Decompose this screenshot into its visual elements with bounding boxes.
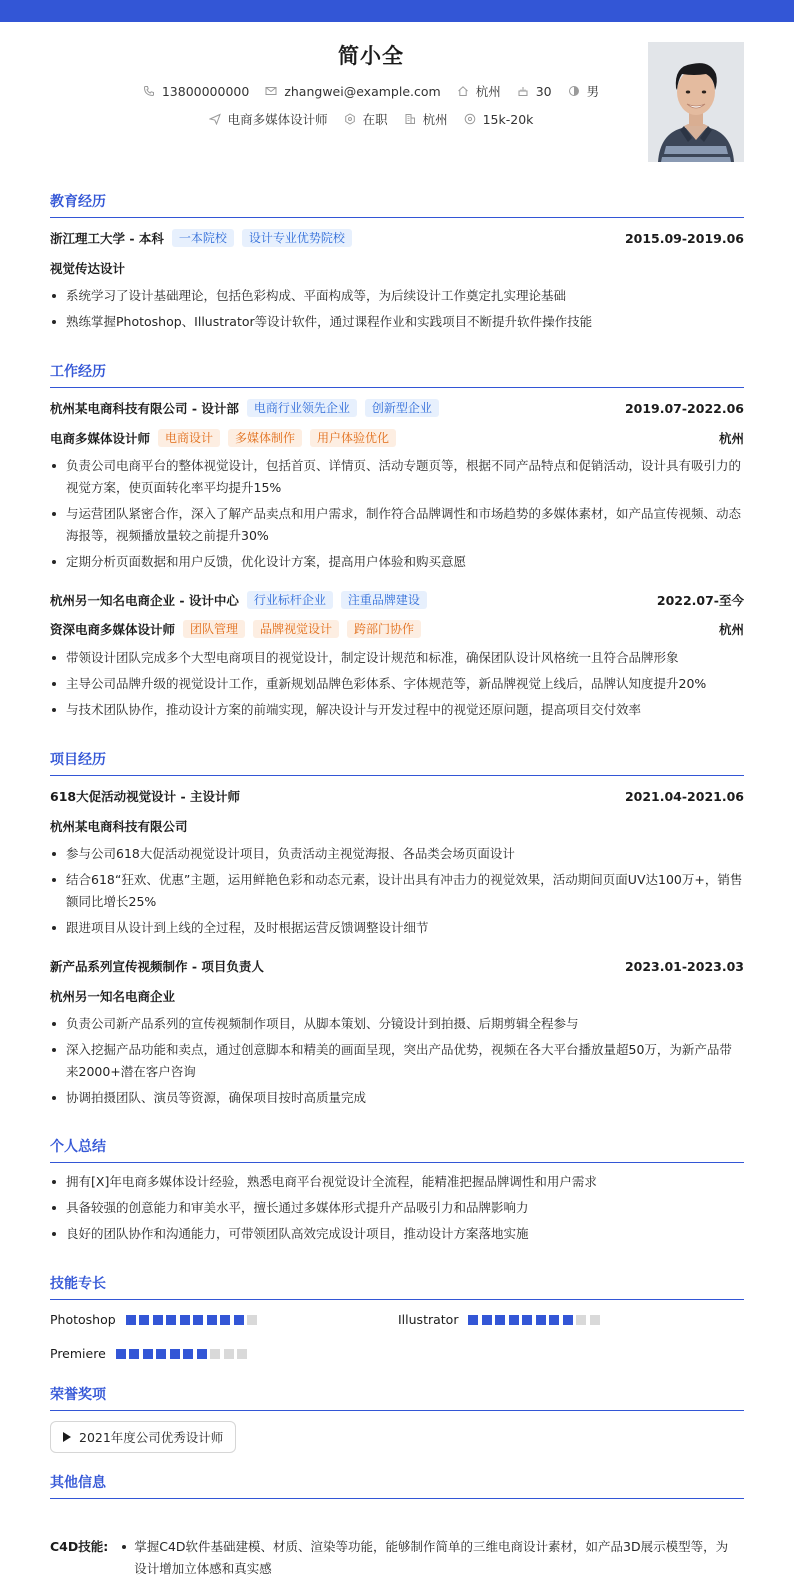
summary-section-title: 个人总结 xyxy=(50,1136,744,1163)
skill-dot-filled xyxy=(129,1349,139,1359)
project-title: 618大促活动视觉设计 - 主设计师 xyxy=(50,789,240,804)
summary-bullets xyxy=(50,1171,744,1249)
skill-dot-filled xyxy=(153,1315,163,1325)
salary-item xyxy=(464,112,534,127)
skill-dot-empty xyxy=(224,1349,234,1359)
skill-dot-filled xyxy=(116,1349,126,1359)
skill-item xyxy=(50,1312,261,1327)
triangle-icon xyxy=(63,1432,71,1442)
school-tag: 一本院校 xyxy=(172,229,234,247)
list-item: 深入挖掘产品功能和卖点，通过创意脚本和精美的画面呈现，突出产品优势，视频在各大平台播放量超50万，为新产品带来2000+潜在客户咨询 xyxy=(50,1039,744,1083)
skill-dot-filled xyxy=(482,1315,492,1325)
role-tag: 用户体验优化 xyxy=(310,429,396,447)
project-company: 杭州另一知名电商企业 xyxy=(50,989,176,1004)
skill-dot-filled xyxy=(170,1349,180,1359)
skill-dot-filled xyxy=(536,1315,546,1325)
company-tag: 行业标杆企业 xyxy=(247,591,333,609)
skill-dot-filled xyxy=(126,1315,136,1325)
skill-dot-filled xyxy=(143,1349,153,1359)
profile-photo xyxy=(648,42,744,162)
email-text: zhangwei@example.com xyxy=(284,83,441,99)
top-accent-bar xyxy=(0,0,794,22)
list-item: 参与公司618大促活动视觉设计项目，负责活动主视觉海报、各品类会场页面设计 xyxy=(50,843,744,865)
job-location: 杭州 xyxy=(718,431,744,446)
age-item xyxy=(517,84,552,99)
skill-dot-empty xyxy=(590,1315,600,1325)
company-tag: 注重品牌建设 xyxy=(341,591,427,609)
school-tag: 设计专业优势院校 xyxy=(242,229,352,247)
project-company: 杭州某电商科技有限公司 xyxy=(50,819,188,834)
skill-level xyxy=(116,1349,251,1359)
job-intent-row xyxy=(50,110,692,128)
work-city-item xyxy=(404,110,448,128)
skill-item xyxy=(50,1346,251,1361)
skill-item xyxy=(398,1312,603,1327)
skills-section-title: 技能专长 xyxy=(50,1273,744,1300)
list-item: 良好的团队协作和沟通能力，可带领团队高效完成设计项目，推动设计方案落地实施 xyxy=(50,1223,744,1245)
city-item xyxy=(457,82,501,100)
resume-header xyxy=(50,36,744,166)
other-section-title: 其他信息 xyxy=(50,1472,744,1499)
skill-dot-filled xyxy=(563,1315,573,1325)
skill-dot-filled xyxy=(509,1315,519,1325)
education-section-title: 教育经历 xyxy=(50,191,744,218)
skill-dot-filled xyxy=(197,1349,207,1359)
project-title: 新产品系列宣传视频制作 - 项目负责人 xyxy=(50,959,264,974)
project-bullets xyxy=(50,1013,744,1113)
project-date: 2023.01-2023.03 xyxy=(624,958,744,974)
skill-dot-empty xyxy=(247,1315,257,1325)
other-info-row xyxy=(50,1536,744,1580)
list-item: 主导公司品牌升级的视觉设计工作，重新规划品牌色彩体系、字体规范等，新品牌视觉上线后，品牌认知度提升20% xyxy=(50,673,744,695)
list-item: 协调拍摄团队、演员等资源，确保项目按时高质量完成 xyxy=(50,1087,744,1109)
list-item: 与运营团队紧密合作，深入了解产品卖点和用户需求，制作符合品牌调性和市场趋势的多媒体素材，如产品宣传视频、动态海报等，视频播放量较之前提升30% xyxy=(50,503,744,547)
age-text: 30 xyxy=(535,83,552,99)
job-role-row xyxy=(50,620,744,638)
list-item: 跟进项目从设计到上线的全过程，及时根据运营反馈调整设计细节 xyxy=(50,917,744,939)
list-item: 系统学习了设计基础理论，包括色彩构成、平面构成等，为后续设计工作奠定扎实理论基础 xyxy=(50,285,744,307)
company-name: 杭州某电商科技有限公司 - 设计部 xyxy=(50,401,239,416)
skill-name: Illustrator xyxy=(398,1312,459,1327)
city-text: 杭州 xyxy=(475,84,501,99)
education-date: 2015.09-2019.06 xyxy=(624,230,744,246)
job-role: 电商多媒体设计师 xyxy=(50,431,151,446)
salary-text: 15k-20k xyxy=(482,111,534,127)
phone-item xyxy=(143,84,249,99)
send-icon xyxy=(209,113,221,125)
role-tag: 电商设计 xyxy=(158,429,220,447)
phone-text: 13800000000 xyxy=(161,83,250,99)
list-item: 负责公司新产品系列的宣传视频制作项目，从脚本策划、分镜设计到拍摄、后期剪辑全程参与 xyxy=(50,1013,744,1035)
skill-dot-filled xyxy=(183,1349,193,1359)
list-item: 带领设计团队完成多个大型电商项目的视觉设计，制定设计规范和标准，确保团队设计风格统一且符合品牌形象 xyxy=(50,647,744,669)
building-icon xyxy=(404,113,416,125)
role-tag: 多媒体制作 xyxy=(228,429,302,447)
job-role: 资深电商多媒体设计师 xyxy=(50,622,176,637)
job-title-text: 电商多媒体设计师 xyxy=(227,112,328,127)
skill-dot-empty xyxy=(237,1349,247,1359)
mail-icon xyxy=(265,85,277,97)
gender-text: 男 xyxy=(586,84,600,99)
award-text: 2021年度公司优秀设计师 xyxy=(79,1430,224,1445)
skill-dot-filled xyxy=(166,1315,176,1325)
education-bullets xyxy=(50,285,744,337)
candidate-name: 简小全 xyxy=(338,44,404,68)
list-item: 与技术团队协作，推动设计方案的前端实现，解决设计与开发过程中的视觉还原问题，提高项目交付效率 xyxy=(50,699,744,721)
skill-dot-filled xyxy=(495,1315,505,1325)
list-item: 掌握C4D软件基础建模、材质、渲染等功能，能够制作简单的三维电商设计素材，如产品3D展示模型等，为设计增加立体感和真实感 xyxy=(120,1536,740,1580)
list-item: 具备较强的创意能力和审美水平，擅长通过多媒体形式提升产品吸引力和品牌影响力 xyxy=(50,1197,744,1219)
job-location: 杭州 xyxy=(718,622,744,637)
company-tag: 创新型企业 xyxy=(365,399,439,417)
profile-photo-illustration xyxy=(648,42,744,162)
skill-dot-filled xyxy=(549,1315,559,1325)
project-title-row xyxy=(50,787,744,805)
other-bullets xyxy=(120,1536,740,1580)
work-city-text: 杭州 xyxy=(422,112,448,127)
skill-dot-filled xyxy=(193,1315,203,1325)
awards-section-title: 荣誉奖项 xyxy=(50,1384,744,1411)
list-item: 负责公司电商平台的整体视觉设计，包括首页、详情页、活动专题页等，根据不同产品特点和促销活动，设计具有吸引力的视觉方案，使页面转化率平均提升15% xyxy=(50,455,744,499)
list-item: 熟练掌握Photoshop、Illustrator等设计软件，通过课程作业和实践项目不断提升软件操作技能 xyxy=(50,311,744,333)
skill-dot-empty xyxy=(210,1349,220,1359)
skill-dot-filled xyxy=(180,1315,190,1325)
project-date: 2021.04-2021.06 xyxy=(624,788,744,804)
skill-name: Photoshop xyxy=(50,1312,116,1327)
money-icon xyxy=(464,113,476,125)
job-date: 2019.07-2022.06 xyxy=(624,400,744,416)
job-role-row xyxy=(50,429,744,447)
skill-level xyxy=(468,1315,603,1325)
skill-dot-filled xyxy=(220,1315,230,1325)
cake-icon xyxy=(517,85,529,97)
job-date: 2022.07-至今 xyxy=(656,593,744,608)
skill-name: Premiere xyxy=(50,1346,106,1361)
list-item: 结合618“狂欢、优惠”主题，运用鲜艳色彩和动态元素，设计出具有冲击力的视觉效果，活动期间页面UV达100万+，销售额同比增长25% xyxy=(50,869,744,913)
status-text: 在职 xyxy=(362,112,388,127)
home-icon xyxy=(457,85,469,97)
skill-dot-filled xyxy=(234,1315,244,1325)
email-item xyxy=(265,84,440,99)
job-bullets xyxy=(50,647,744,725)
skill-dot-filled xyxy=(156,1349,166,1359)
job-bullets xyxy=(50,455,744,577)
list-item: 定期分析页面数据和用户反馈，优化设计方案，提高用户体验和购买意愿 xyxy=(50,551,744,573)
role-tag: 跨部门协作 xyxy=(347,620,421,638)
status-item xyxy=(344,110,388,128)
contact-row xyxy=(50,82,692,100)
company-name: 杭州另一知名电商企业 - 设计中心 xyxy=(50,593,239,608)
project-title-row xyxy=(50,957,744,975)
project-bullets xyxy=(50,843,744,943)
role-tag: 团队管理 xyxy=(183,620,245,638)
education-school-row xyxy=(50,229,744,247)
status-icon xyxy=(344,113,356,125)
job-company-row xyxy=(50,399,744,417)
phone-icon xyxy=(143,85,155,97)
company-tag: 电商行业领先企业 xyxy=(247,399,357,417)
gender-icon xyxy=(568,85,580,97)
role-tag: 品牌视觉设计 xyxy=(253,620,339,638)
projects-section-title: 项目经历 xyxy=(50,749,744,776)
job-title-item xyxy=(209,110,328,128)
school-name: 浙江理工大学 - 本科 xyxy=(50,231,164,246)
skill-dot-filled xyxy=(468,1315,478,1325)
skill-dot-filled xyxy=(522,1315,532,1325)
skill-dot-empty xyxy=(576,1315,586,1325)
list-item: 拥有[X]年电商多媒体设计经验，熟悉电商平台视觉设计全流程，能精准把握品牌调性和用户需求 xyxy=(50,1171,744,1193)
job-company-row xyxy=(50,591,744,609)
award-item xyxy=(50,1421,236,1453)
work-section-title: 工作经历 xyxy=(50,361,744,388)
skill-dot-filled xyxy=(207,1315,217,1325)
skill-dot-filled xyxy=(139,1315,149,1325)
skill-level xyxy=(126,1315,261,1325)
gender-item xyxy=(568,82,600,100)
other-label: C4D技能: xyxy=(50,1539,109,1554)
education-major: 视觉传达设计 xyxy=(50,261,126,276)
